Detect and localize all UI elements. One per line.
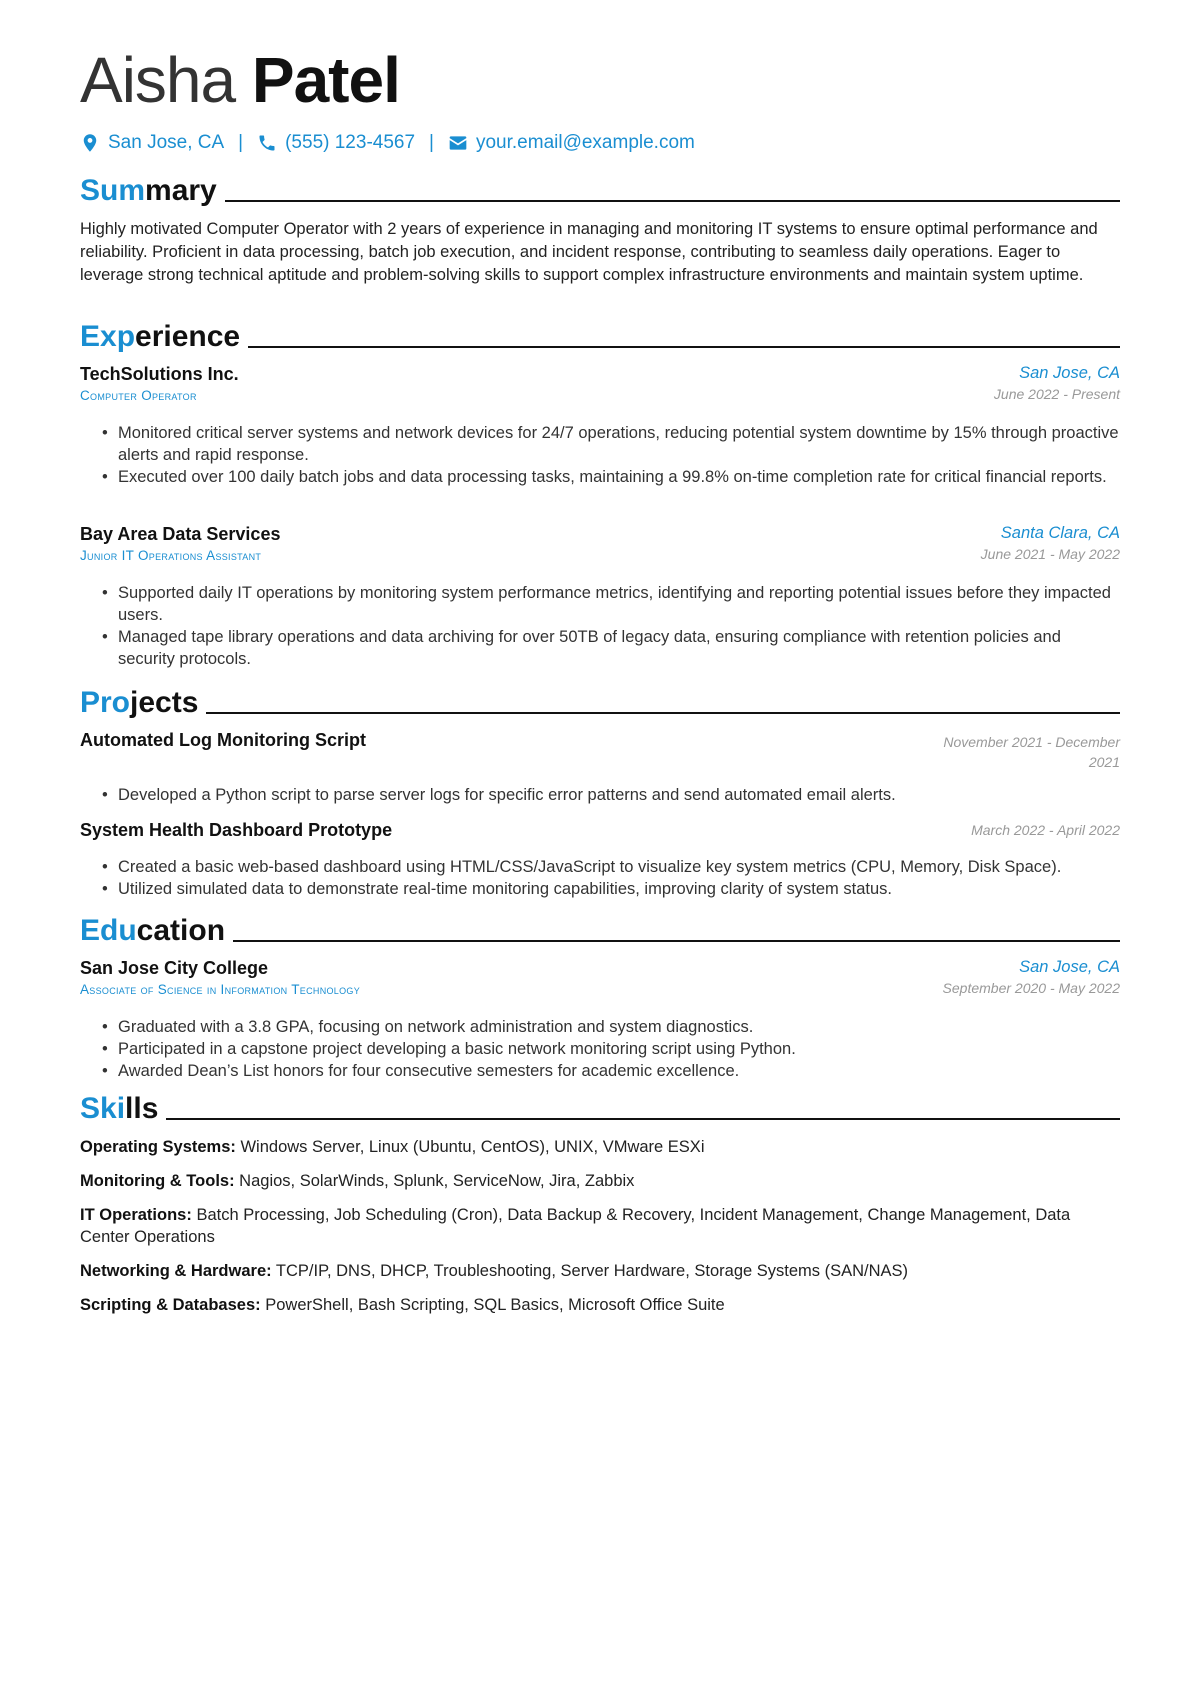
list-item: • Executed over 100 daily batch jobs and data processing tasks, maintaining a 99.8% on-time completion rate for critical financial reports. bbox=[100, 466, 1120, 488]
skill-row: Monitoring & Tools: Nagios, SolarWinds, Splunk, ServiceNow, Jira, Zabbix bbox=[80, 1172, 635, 1190]
job-role: Junior IT Operations Assistant bbox=[80, 548, 262, 563]
section-title: Summary bbox=[80, 174, 217, 207]
skills-section bbox=[80, 1086, 1120, 1126]
project-date: March 2022 - April 2022 bbox=[971, 822, 1120, 838]
skill-row: IT Operations: Batch Processing, Job Scheduling (Cron), Data Backup & Recovery, Incident Management, Change Management, Data Center Operations bbox=[80, 1206, 1071, 1246]
projects-heading bbox=[80, 680, 1120, 720]
contact-phone[interactable] bbox=[257, 132, 415, 154]
section-rule bbox=[166, 1118, 1120, 1120]
education-section bbox=[80, 908, 1120, 948]
skill-row: Scripting & Databases: PowerShell, Bash Scripting, SQL Basics, Microsoft Office Suite bbox=[80, 1296, 725, 1314]
job-location: San Jose, CA bbox=[1019, 364, 1120, 382]
education-bullets bbox=[100, 1016, 1120, 1082]
job-location: Santa Clara, CA bbox=[1000, 524, 1120, 542]
summary-text: Highly motivated Computer Operator with 2 years of experience in managing and monitoring IT systems to ensure optimal performance and reliability. Proficient in data processing, batch job execution, and incident response, contributing to seamless daily operations. Eager to leverage strong technical aptitude and problem-solving skills to support complex infrastructure environments and maintain system uptime. bbox=[80, 220, 1098, 284]
location-text: San Jose, CA bbox=[108, 132, 225, 153]
project-bullets bbox=[100, 784, 1120, 806]
list-item: • Utilized simulated data to demonstrate real-time monitoring capabilities, improving clarity of system status. bbox=[100, 878, 1120, 900]
section-title: Projects bbox=[80, 686, 199, 719]
first-name: Aisha bbox=[80, 44, 236, 116]
list-item: • Created a basic web-based dashboard using HTML/CSS/JavaScript to visualize key system metrics (CPU, Memory, Disk Space). bbox=[100, 856, 1120, 878]
project-name: Automated Log Monitoring Script bbox=[80, 730, 366, 750]
experience-section bbox=[80, 314, 1120, 354]
skill-row: Networking & Hardware: TCP/IP, DNS, DHCP, Troubleshooting, Server Hardware, Storage Systems (SAN/NAS) bbox=[80, 1262, 909, 1280]
school-name: San Jose City College bbox=[80, 958, 269, 978]
job-bullets bbox=[100, 582, 1120, 670]
section-title: Experience bbox=[80, 320, 241, 353]
contact-line bbox=[80, 132, 695, 154]
project-name: System Health Dashboard Prototype bbox=[80, 820, 393, 840]
list-item: • Graduated with a 3.8 GPA, focusing on network administration and system diagnostics. bbox=[100, 1016, 1120, 1038]
company-name: Bay Area Data Services bbox=[80, 524, 281, 544]
contact-email[interactable] bbox=[448, 132, 695, 154]
projects-section bbox=[80, 680, 1120, 720]
contact-separator: | bbox=[429, 132, 434, 153]
summary-section bbox=[80, 168, 1120, 287]
list-item: • Managed tape library operations and data archiving for over 50TB of legacy data, ensuring compliance with retention policies and security protocols. bbox=[100, 626, 1120, 670]
degree: Associate of Science in Information Technology bbox=[80, 982, 360, 997]
last-name: Patel bbox=[251, 44, 400, 116]
list-item: • Monitored critical server systems and network devices for 24/7 operations, reducing potential system downtime by 15% through proactive alerts and rapid response. bbox=[100, 422, 1120, 466]
skills-heading bbox=[80, 1086, 1120, 1126]
map-pin-icon bbox=[80, 133, 100, 153]
contact-location bbox=[80, 132, 224, 154]
job-date: June 2022 - Present bbox=[993, 386, 1120, 402]
section-rule bbox=[248, 346, 1120, 348]
project-date: November 2021 - December 2021 bbox=[943, 734, 1120, 770]
summary-heading bbox=[80, 168, 1120, 208]
candidate-name bbox=[80, 42, 400, 118]
company-name: TechSolutions Inc. bbox=[80, 364, 239, 384]
list-item: • Developed a Python script to parse server logs for specific error patterns and send automated email alerts. bbox=[100, 784, 1120, 806]
phone-text: (555) 123-4567 bbox=[285, 132, 416, 153]
phone-icon bbox=[257, 133, 277, 153]
school-location: San Jose, CA bbox=[1019, 958, 1120, 976]
job-date: June 2021 - May 2022 bbox=[980, 546, 1120, 562]
envelope-icon bbox=[448, 133, 468, 153]
education-heading bbox=[80, 908, 1120, 948]
section-rule bbox=[233, 940, 1120, 942]
list-item: • Awarded Dean’s List honors for four consecutive semesters for academic excellence. bbox=[100, 1060, 1120, 1082]
contact-separator: | bbox=[238, 132, 244, 153]
section-rule bbox=[225, 200, 1120, 202]
education-date: September 2020 - May 2022 bbox=[942, 980, 1120, 996]
list-item: • Supported daily IT operations by monitoring system performance metrics, identifying and reporting potential issues before they impacted users. bbox=[100, 582, 1120, 626]
project-bullets bbox=[100, 856, 1120, 900]
list-item: • Participated in a capstone project developing a basic network monitoring script using Python. bbox=[100, 1038, 1120, 1060]
skill-row: Operating Systems: Windows Server, Linux (Ubuntu, CentOS), UNIX, VMware ESXi bbox=[80, 1138, 705, 1156]
section-title: Skills bbox=[80, 1092, 159, 1125]
experience-heading bbox=[80, 314, 1120, 354]
section-title: Education bbox=[80, 914, 226, 947]
job-bullets bbox=[100, 422, 1120, 488]
job-role: Computer Operator bbox=[80, 388, 197, 403]
section-rule bbox=[206, 712, 1120, 714]
email-text: your.email@example.com bbox=[475, 132, 695, 153]
